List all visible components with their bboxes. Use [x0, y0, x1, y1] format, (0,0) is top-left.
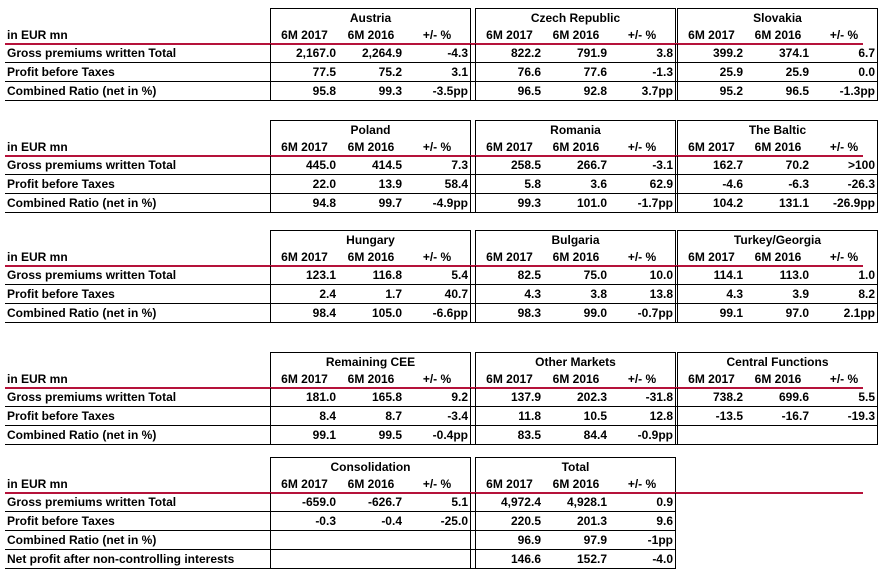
value-cell: -626.7 — [367, 495, 402, 509]
segment-title-the-baltic: The Baltic — [677, 120, 878, 138]
value-cell: 3.8 — [609, 44, 676, 62]
value-cell: -4.0 — [609, 550, 676, 568]
segment-title-row — [5, 120, 863, 138]
data-row — [5, 531, 676, 550]
segment-title-other-markets: Other Markets — [475, 352, 676, 370]
segment-title-czech-republic: Czech Republic — [475, 8, 676, 26]
value-cell: 181.0 — [270, 388, 338, 406]
column-header: 6M 2017 — [475, 26, 543, 44]
row-label: Combined Ratio (net in %) — [7, 428, 157, 442]
value-cell: 1.0 — [811, 266, 878, 284]
row-label: Combined Ratio (net in %) — [7, 306, 157, 320]
value-cell: 374.1 — [778, 46, 809, 60]
column-header: +/- % — [609, 248, 676, 266]
value-cell: 22.0 — [270, 175, 338, 193]
column-header: 6M 2016 — [347, 477, 395, 491]
row-label: Gross premiums written Total — [7, 495, 177, 509]
data-row — [5, 175, 878, 194]
column-header: +/- % — [404, 248, 471, 266]
value-cell: 8.7 — [385, 409, 402, 423]
value-cell: 105.0 — [371, 306, 402, 320]
unit-label: in EUR mn — [7, 140, 68, 154]
value-cell: -3.1 — [609, 156, 676, 174]
row-label: Net profit after non-controlling interests — [7, 552, 235, 566]
row-label: Profit before Taxes — [7, 514, 115, 528]
value-cell: 97.0 — [785, 306, 809, 320]
segment-title-austria: Austria — [270, 8, 471, 26]
value-cell: 25.9 — [785, 65, 809, 79]
value-cell: -0.7pp — [609, 304, 676, 322]
value-cell: -6.3 — [788, 177, 809, 191]
column-header-row — [5, 248, 863, 266]
segment-title-turkey-georgia: Turkey/Georgia — [677, 230, 878, 248]
value-cell: 266.7 — [576, 158, 607, 172]
value-cell: -0.9pp — [609, 426, 676, 444]
value-cell: 3.9 — [792, 287, 809, 301]
value-cell: 5.4 — [404, 266, 471, 284]
column-header: +/- % — [811, 370, 878, 388]
value-cell: 131.1 — [778, 196, 809, 210]
value-cell: 99.7 — [378, 196, 402, 210]
column-header: 6M 2017 — [475, 475, 543, 493]
value-cell: 10.5 — [583, 409, 607, 423]
column-header: +/- % — [609, 475, 676, 493]
value-cell: 414.5 — [371, 158, 402, 172]
value-cell: 152.7 — [576, 552, 607, 566]
value-cell: 1.7 — [385, 287, 402, 301]
row-label: Profit before Taxes — [7, 177, 115, 191]
column-header: +/- % — [609, 370, 676, 388]
value-cell: >100 — [811, 156, 878, 174]
column-header: 6M 2017 — [270, 26, 338, 44]
value-cell: 2,167.0 — [270, 44, 338, 62]
column-header: 6M 2017 — [677, 26, 745, 44]
row-label: Combined Ratio (net in %) — [7, 196, 157, 210]
segment-title-row — [5, 8, 863, 26]
value-cell: 77.5 — [270, 63, 338, 81]
column-header: +/- % — [404, 370, 471, 388]
value-cell: -659.0 — [270, 493, 338, 511]
segment-title-poland: Poland — [270, 120, 471, 138]
column-header: +/- % — [609, 26, 676, 44]
value-cell: -1.3pp — [811, 82, 878, 100]
column-header: 6M 2016 — [552, 250, 600, 264]
value-cell: 70.2 — [785, 158, 809, 172]
column-header-row — [5, 475, 863, 493]
table-block — [5, 352, 875, 442]
column-header: +/- % — [811, 248, 878, 266]
data-row — [5, 512, 676, 531]
value-cell: 791.9 — [576, 46, 607, 60]
value-cell: 77.6 — [583, 65, 607, 79]
column-header: +/- % — [811, 138, 878, 156]
unit-label: in EUR mn — [7, 477, 68, 491]
column-header: 6M 2017 — [677, 370, 745, 388]
value-cell: 97.9 — [583, 533, 607, 547]
column-header: 6M 2016 — [754, 372, 802, 386]
column-header: +/- % — [811, 26, 878, 44]
segment-title-romania: Romania — [475, 120, 676, 138]
data-row — [5, 550, 676, 569]
segment-title-slovakia: Slovakia — [677, 8, 878, 26]
value-cell — [338, 550, 404, 568]
row-label: Profit before Taxes — [7, 409, 115, 423]
column-header: 6M 2017 — [677, 248, 745, 266]
value-cell: 12.8 — [609, 407, 676, 425]
value-cell: 3.8 — [590, 287, 607, 301]
value-cell: 96.5 — [475, 82, 543, 100]
column-header: 6M 2017 — [475, 248, 543, 266]
segment-title-hungary: Hungary — [270, 230, 471, 248]
value-cell: 114.1 — [677, 266, 745, 284]
row-label: Combined Ratio (net in %) — [7, 533, 157, 547]
value-cell: -1.7pp — [609, 194, 676, 212]
data-row — [5, 285, 878, 304]
value-cell: 113.0 — [779, 268, 809, 282]
value-cell: 94.8 — [270, 194, 338, 212]
value-cell: -26.9pp — [811, 194, 878, 212]
value-cell — [270, 531, 338, 549]
value-cell: 10.0 — [609, 266, 676, 284]
value-cell: 101.0 — [576, 196, 607, 210]
value-cell: 123.1 — [270, 266, 338, 284]
value-cell: 98.4 — [270, 304, 338, 322]
value-cell: 116.8 — [372, 268, 402, 282]
value-cell: 165.8 — [371, 390, 402, 404]
column-header: 6M 2016 — [347, 140, 395, 154]
row-label: Combined Ratio (net in %) — [7, 84, 157, 98]
column-header: 6M 2017 — [475, 138, 543, 156]
column-header: 6M 2016 — [552, 477, 600, 491]
value-cell: 99.5 — [378, 428, 402, 442]
value-cell: -0.3 — [270, 512, 338, 530]
value-cell: 95.2 — [677, 82, 745, 100]
row-label: Gross premiums written Total — [7, 268, 177, 282]
value-cell: 40.7 — [404, 285, 471, 303]
value-cell: 11.8 — [475, 407, 543, 425]
value-cell: 738.2 — [677, 388, 745, 406]
value-cell: 99.3 — [378, 84, 402, 98]
value-cell: -6.6pp — [404, 304, 471, 322]
value-cell: 445.0 — [270, 156, 338, 174]
unit-label: in EUR mn — [7, 372, 68, 386]
value-cell: 5.8 — [475, 175, 543, 193]
value-cell: 8.2 — [811, 285, 878, 303]
data-row — [5, 44, 878, 63]
value-cell: 98.3 — [475, 304, 543, 322]
value-cell: 0.0 — [811, 63, 878, 81]
value-cell: 3.6 — [590, 177, 607, 191]
column-header-row — [5, 370, 863, 388]
value-cell: 137.9 — [475, 388, 543, 406]
value-cell: 99.1 — [677, 304, 745, 322]
row-label: Gross premiums written Total — [7, 390, 177, 404]
column-header: 6M 2016 — [552, 372, 600, 386]
value-cell: -4.3 — [404, 44, 471, 62]
value-cell: 76.6 — [475, 63, 543, 81]
value-cell: 4.3 — [677, 285, 745, 303]
value-cell: 3.1 — [404, 63, 471, 81]
column-header: +/- % — [404, 475, 471, 493]
column-header: 6M 2017 — [475, 370, 543, 388]
segment-title-total: Total — [475, 457, 676, 475]
value-cell: 82.5 — [475, 266, 543, 284]
row-label: Profit before Taxes — [7, 65, 115, 79]
value-cell: 2.4 — [270, 285, 338, 303]
value-cell: 104.2 — [677, 194, 745, 212]
value-cell: 399.2 — [677, 44, 745, 62]
value-cell: -19.3 — [811, 407, 878, 425]
value-cell — [677, 426, 745, 444]
value-cell: 95.8 — [270, 82, 338, 100]
value-cell: 201.3 — [576, 514, 607, 528]
data-row — [5, 388, 878, 407]
row-label: Gross premiums written Total — [7, 158, 177, 172]
value-cell — [811, 426, 878, 444]
value-cell: 83.5 — [475, 426, 543, 444]
value-cell: 4.3 — [475, 285, 543, 303]
value-cell: -1.3 — [609, 63, 676, 81]
row-label: Profit before Taxes — [7, 287, 115, 301]
column-header: 6M 2017 — [270, 475, 338, 493]
value-cell: 75.2 — [378, 65, 402, 79]
column-header: 6M 2016 — [754, 140, 802, 154]
value-cell — [745, 426, 811, 444]
column-header: 6M 2016 — [347, 372, 395, 386]
column-header: +/- % — [609, 138, 676, 156]
value-cell: 62.9 — [609, 175, 676, 193]
value-cell: 6.7 — [811, 44, 878, 62]
column-header: 6M 2016 — [754, 250, 802, 264]
data-row — [5, 63, 878, 82]
value-cell: 99.1 — [270, 426, 338, 444]
data-row — [5, 266, 878, 285]
table-block — [5, 120, 875, 210]
value-cell: -16.7 — [781, 409, 809, 423]
value-cell: -13.5 — [677, 407, 745, 425]
column-header-row — [5, 138, 863, 156]
value-cell: 7.3 — [404, 156, 471, 174]
value-cell — [404, 550, 471, 568]
column-header: 6M 2016 — [347, 250, 395, 264]
value-cell: 699.6 — [778, 390, 809, 404]
value-cell: 202.3 — [576, 390, 607, 404]
table-block — [5, 230, 875, 320]
value-cell: 3.7pp — [609, 82, 676, 100]
column-header-row — [5, 26, 863, 44]
segment-title-bulgaria: Bulgaria — [475, 230, 676, 248]
value-cell: 92.8 — [583, 84, 607, 98]
value-cell: 4,972.4 — [475, 493, 543, 511]
segment-title-row — [5, 352, 863, 370]
value-cell: 84.4 — [583, 428, 607, 442]
value-cell: 4,928.1 — [566, 495, 607, 509]
value-cell: 146.6 — [475, 550, 543, 568]
value-cell: 96.5 — [785, 84, 809, 98]
column-header: +/- % — [404, 26, 471, 44]
value-cell: 75.0 — [583, 268, 607, 282]
segment-title-row — [5, 457, 863, 475]
value-cell: -25.0 — [404, 512, 471, 530]
value-cell: -0.4 — [381, 514, 402, 528]
value-cell: 58.4 — [404, 175, 471, 193]
value-cell: 9.2 — [404, 388, 471, 406]
value-cell: 9.6 — [609, 512, 676, 530]
value-cell: -4.9pp — [404, 194, 471, 212]
column-header: 6M 2017 — [270, 248, 338, 266]
value-cell: 5.1 — [404, 493, 471, 511]
value-cell: 99.0 — [583, 306, 607, 320]
value-cell: 8.4 — [270, 407, 338, 425]
value-cell: 13.9 — [378, 177, 402, 191]
value-cell — [270, 550, 338, 568]
value-cell: -0.4pp — [404, 426, 471, 444]
value-cell: -26.3 — [811, 175, 878, 193]
value-cell: -3.5pp — [404, 82, 471, 100]
data-row — [5, 82, 878, 101]
segment-title-consolidation: Consolidation — [270, 457, 471, 475]
value-cell: 2.1pp — [811, 304, 878, 322]
data-row — [5, 304, 878, 323]
column-header: 6M 2016 — [552, 140, 600, 154]
row-label: Gross premiums written Total — [7, 46, 177, 60]
value-cell — [338, 531, 404, 549]
unit-label: in EUR mn — [7, 28, 68, 42]
value-cell: 5.5 — [811, 388, 878, 406]
value-cell: 220.5 — [475, 512, 543, 530]
value-cell: -4.6 — [677, 175, 745, 193]
column-header: 6M 2016 — [552, 28, 600, 42]
data-row — [5, 426, 878, 445]
value-cell — [404, 531, 471, 549]
value-cell: 96.9 — [475, 531, 543, 549]
column-header: 6M 2017 — [677, 138, 745, 156]
data-row — [5, 194, 878, 213]
value-cell: -3.4 — [404, 407, 471, 425]
table-block — [5, 8, 875, 98]
column-header: 6M 2016 — [347, 28, 395, 42]
value-cell: -31.8 — [609, 388, 676, 406]
value-cell: 13.8 — [609, 285, 676, 303]
column-header: +/- % — [404, 138, 471, 156]
value-cell: 25.9 — [677, 63, 745, 81]
column-header: 6M 2017 — [270, 138, 338, 156]
value-cell: 258.5 — [475, 156, 543, 174]
segment-title-remaining-cee: Remaining CEE — [270, 352, 471, 370]
value-cell: -1pp — [609, 531, 676, 549]
value-cell: 99.3 — [475, 194, 543, 212]
data-row — [5, 156, 878, 175]
column-header: 6M 2016 — [754, 28, 802, 42]
segment-title-row — [5, 230, 863, 248]
unit-label: in EUR mn — [7, 250, 68, 264]
value-cell: 162.7 — [677, 156, 745, 174]
data-row — [5, 493, 676, 512]
data-row — [5, 407, 878, 426]
table-block — [5, 457, 863, 565]
column-header: 6M 2017 — [270, 370, 338, 388]
value-cell: 2,264.9 — [361, 46, 402, 60]
value-cell: 822.2 — [475, 44, 543, 62]
segment-title-central-functions: Central Functions — [677, 352, 878, 370]
value-cell: 0.9 — [609, 493, 676, 511]
